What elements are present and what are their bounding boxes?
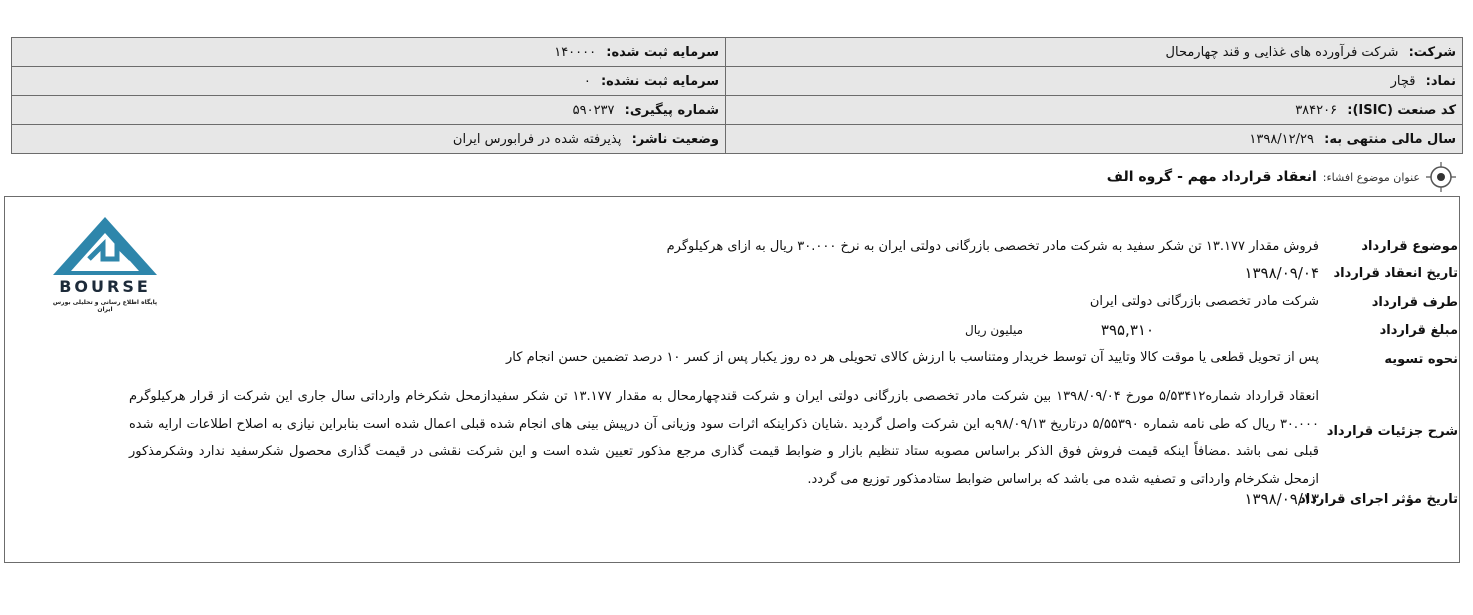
disclosure-subject-label: عنوان موضوع افشاء: bbox=[1322, 170, 1420, 184]
publisher-status-label: وضعیت ناشر: bbox=[631, 131, 719, 147]
target-icon bbox=[1426, 162, 1456, 192]
info-row bbox=[12, 96, 1463, 125]
bourse-logo-mark bbox=[45, 215, 165, 279]
unregistered-capital-cell bbox=[12, 67, 726, 96]
tracking-label: شماره پیگیری: bbox=[624, 102, 719, 118]
bourse-logo-subtitle: پایگاه اطلاع رسانی و تحلیلی بورس ایران bbox=[52, 299, 158, 313]
tracking-value: ۵۹۰۲۳۷ bbox=[572, 102, 615, 118]
effective-date-value: ۱۳۹۸/۰۹/۱۳ bbox=[1244, 490, 1319, 508]
isic-cell bbox=[726, 96, 1463, 125]
registered-capital-value: ۱۴۰۰۰۰ bbox=[554, 44, 597, 60]
company-value: شرکت فرآورده های غذایی و قند چهارمحال bbox=[1165, 44, 1399, 60]
company-label: شرکت: bbox=[1408, 44, 1456, 60]
registered-capital-label: سرمایه ثبت شده: bbox=[606, 44, 719, 60]
tracking-cell bbox=[12, 96, 726, 125]
contract-subject-value: فروش مقدار ۱۳.۱۷۷ تن شکر سفید به شرکت مادر تخصصی بازرگانی دولتی ایران به نرخ ۳۰.۰۰۰ ریال به ازای هرکیلوگرم bbox=[666, 239, 1319, 254]
isic-label: کد صنعت (ISIC): bbox=[1347, 102, 1456, 118]
disclosure-subject-value: انعقاد قرارداد مهم - گروه الف bbox=[1106, 169, 1317, 185]
settlement-value: پس از تحویل قطعی یا موقت کالا وتایید آن توسط خریدار ومتناسب با ارزش کالای تحویلی هر ده روز یکبار پس از کسر ۱۰ درصد تضمین حسن انجام کار bbox=[506, 350, 1319, 365]
contract-amount-value: ۳۹۵,۳۱۰ bbox=[1100, 321, 1154, 339]
contract-details-label: شرح جزئیات قرارداد bbox=[1326, 424, 1458, 439]
contract-subject-label: موضوع قرارداد bbox=[1361, 239, 1458, 254]
company-cell bbox=[726, 38, 1463, 67]
company-info-table bbox=[11, 37, 1463, 154]
contract-date-label: تاریخ انعقاد قرارداد bbox=[1333, 266, 1458, 281]
contract-date-value: ۱۳۹۸/۰۹/۰۴ bbox=[1244, 264, 1319, 282]
publisher-status-value: پذیرفته شده در فرابورس ایران bbox=[452, 131, 622, 147]
fiscal-year-label: سال مالی منتهی به: bbox=[1324, 131, 1456, 147]
info-row bbox=[12, 38, 1463, 67]
bourse-logo bbox=[45, 215, 165, 315]
contract-amount-label: مبلغ قرارداد bbox=[1379, 323, 1458, 338]
unregistered-capital-value: ۰ bbox=[583, 73, 591, 89]
settlement-label: نحوه تسویه bbox=[1384, 352, 1458, 367]
contract-party-value: شرکت مادر تخصصی بازرگانی دولتی ایران bbox=[1089, 294, 1319, 309]
contract-amount-unit: میلیون ریال bbox=[965, 323, 1023, 337]
disclosure-subject bbox=[1107, 163, 1456, 191]
info-row bbox=[12, 125, 1463, 154]
symbol-cell bbox=[726, 67, 1463, 96]
info-row bbox=[12, 67, 1463, 96]
symbol-label: نماد: bbox=[1425, 73, 1456, 89]
bourse-logo-word: BOURSE bbox=[59, 277, 151, 296]
publisher-status-cell bbox=[12, 125, 726, 154]
fiscal-year-value: ۱۳۹۸/۱۲/۲۹ bbox=[1249, 131, 1314, 147]
contract-party-label: طرف قرارداد bbox=[1371, 295, 1458, 310]
effective-date-label: تاریخ مؤثر اجرای قرارداد bbox=[1299, 492, 1458, 507]
registered-capital-cell bbox=[12, 38, 726, 67]
symbol-value: قچار bbox=[1390, 73, 1416, 89]
contract-details-text: انعقاد قرارداد شماره۵/۵۳۴۱۲ مورخ ۱۳۹۸/۰۹/۰۴ بین شرکت مادر تخصصی بازرگانی دولتی ایران و شرکت قندچهارمحال به مقدار ۱۳.۱۷۷ تن شکر سفیدازمحل شکرخام وارداتی سال جاری این شرکت از قرار هرکیلوگرم ۳۰.۰۰۰ ریال که طی نامه شماره ۵/۵۵۳۹۰ درتاریخ ۹۸/۰۹/۱۳به این شرکت واصل گردید .شایان ذکراینکه اثرات سود وزیانی آن درپیش بینی های انجام شده قبلی اعمال شده است بنابراین نیازی به اصلاح اطلاعات ارایه شده قبلی نمی باشد .مضافاً اینکه قیمت فروش فوق الذکر براساس مصوبه ستاد تنظیم بازار و ضوابط قیمت گذاری مرجع مذکور تعیین شده است و این شرکت نقشی در قیمت گذاری محصول شکرسفید ندارد وشکرمذکور ازمحل شکرخام وارداتی و تصفیه شده می باشد که براساس ضوابط ستادمذکور توزیع می گردد. bbox=[129, 389, 1319, 487]
isic-value: ۳۸۴۲۰۶ bbox=[1295, 102, 1338, 118]
contract-panel bbox=[4, 196, 1460, 563]
fiscal-year-cell bbox=[726, 125, 1463, 154]
unregistered-capital-label: سرمایه ثبت نشده: bbox=[600, 73, 719, 89]
